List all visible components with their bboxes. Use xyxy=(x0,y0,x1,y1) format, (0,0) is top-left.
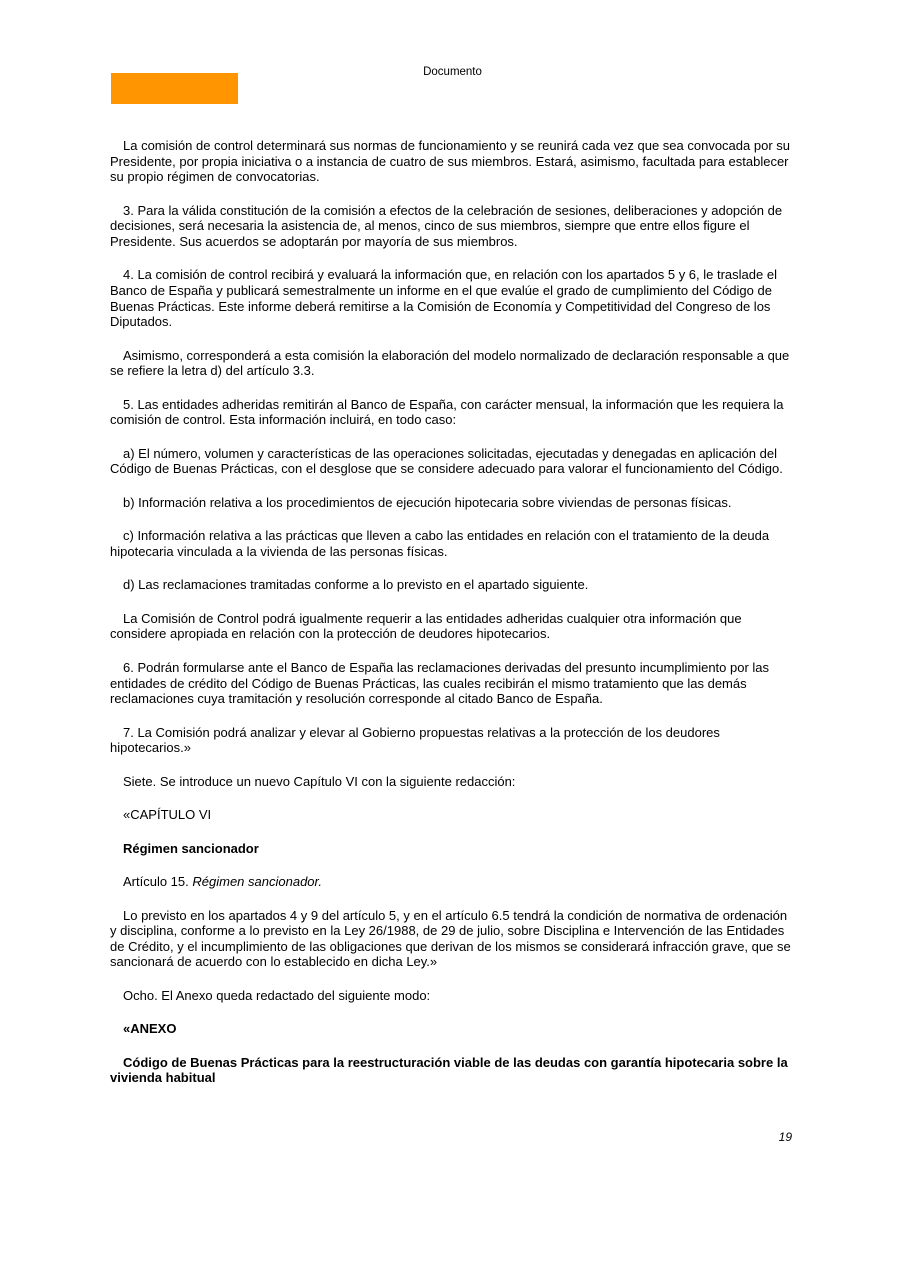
annex-heading: «ANEXO xyxy=(123,1021,177,1037)
paragraph: Asimismo, corresponderá a esta comisión la elaboración del modelo normalizado de declaración responsable a que se refiere la letra d) del artículo 3.3. xyxy=(110,347,790,379)
paragraph: La Comisión de Control podrá igualmente requerir a las entidades adheridas cualquier otra información que considere apropiada en relación con la protección de deudores hipotecarios. xyxy=(110,610,742,642)
paragraph: 7. La Comisión podrá analizar y elevar al Gobierno propuestas relativas a la protección de los deudores hipotecarios.» xyxy=(110,724,720,756)
paragraph: 6. Podrán formularse ante el Banco de España las reclamaciones derivadas del presunto incumplimiento por las entidades de crédito del Código de Buenas Prácticas, las cuales recibirán el mismo tratamiento que las demás reclamaciones cuya tramitación y resolución corresponde al citado Banco de España. xyxy=(110,659,770,707)
article-heading xyxy=(110,874,793,890)
paragraph: 5. Las entidades adheridas remitirán al Banco de España, con carácter mensual, la información que les requiera la comisión de control. Esta información incluirá, en todo caso: xyxy=(110,396,784,428)
paragraph: Siete. Se introduce un nuevo Capítulo VI con la siguiente redacción: xyxy=(123,773,516,789)
annex-title: Código de Buenas Prácticas para la reestructuración viable de las deudas con garantía hipotecaria sobre la vivienda habitual xyxy=(110,1054,788,1086)
document-header-title: Documento xyxy=(423,66,482,78)
paragraph: d) Las reclamaciones tramitadas conforme a lo previsto en el apartado siguiente. xyxy=(123,577,589,593)
paragraph: 4. La comisión de control recibirá y evaluará la información que, en relación con los apartados 5 y 6, le traslade el Banco de España y publicará semestralmente un informe en el que evalúe el grado de cumplimiento del Código de Buenas Prácticas. Este informe deberá remitirse a la Comisión de Economía y Competitividad del Congreso de los Diputados. xyxy=(110,267,777,330)
paragraph: Ocho. El Anexo queda redactado del siguiente modo: xyxy=(123,987,431,1003)
article-title: Régimen sancionador. xyxy=(192,874,322,890)
chapter-title: Régimen sancionador xyxy=(123,840,259,856)
paragraph: La comisión de control determinará sus normas de funcionamiento y se reunirá cada vez que sea convocada por su Presidente, por propia iniciativa o a instancia de cuatro de sus miembros. Estará, asimismo, facultada para establecer su propio régimen de convocatorias. xyxy=(110,138,790,185)
paragraph: b) Información relativa a los procedimientos de ejecución hipotecaria sobre viviendas de personas físicas. xyxy=(123,494,732,510)
document-body xyxy=(110,138,793,1104)
paragraph: Lo previsto en los apartados 4 y 9 del artículo 5, y en el artículo 6.5 tendrá la condición de normativa de ordenación y disciplina, conforme a lo previsto en la Ley 26/1988, de 29 de julio, sobre Disciplina e Intervención de las Entidades de Crédito, y el incumplimiento de las obligaciones que derivan de los mismos se considerará infracción grave, que se sancionará de acuerdo con lo establecido en dicha Ley.» xyxy=(110,907,791,970)
paragraph: 3. Para la válida constitución de la comisión a efectos de la celebración de sesiones, deliberaciones y adopción de decisiones, será necesaria la asistencia de, al menos, cinco de sus miembros, siempre que entre ellos figure el Presidente. Sus acuerdos se adoptarán por mayoría de sus miembros. xyxy=(110,202,783,249)
article-number: Artículo 15. xyxy=(123,874,189,890)
paragraph: a) El número, volumen y características de las operaciones solicitadas, ejecutadas y denegadas en aplicación del Código de Buenas Prácticas, con el desglose que se considere adecuado para valorar el funcionamiento del Código. xyxy=(110,445,783,477)
orange-logo-block xyxy=(111,73,238,104)
page-number: 19 xyxy=(778,1130,792,1144)
paragraph: c) Información relativa a las prácticas que lleven a cabo las entidades en relación con el tratamiento de la deuda hipotecaria vinculada a la vivienda de las personas físicas. xyxy=(110,528,770,559)
chapter-heading: «CAPÍTULO VI xyxy=(123,807,212,823)
